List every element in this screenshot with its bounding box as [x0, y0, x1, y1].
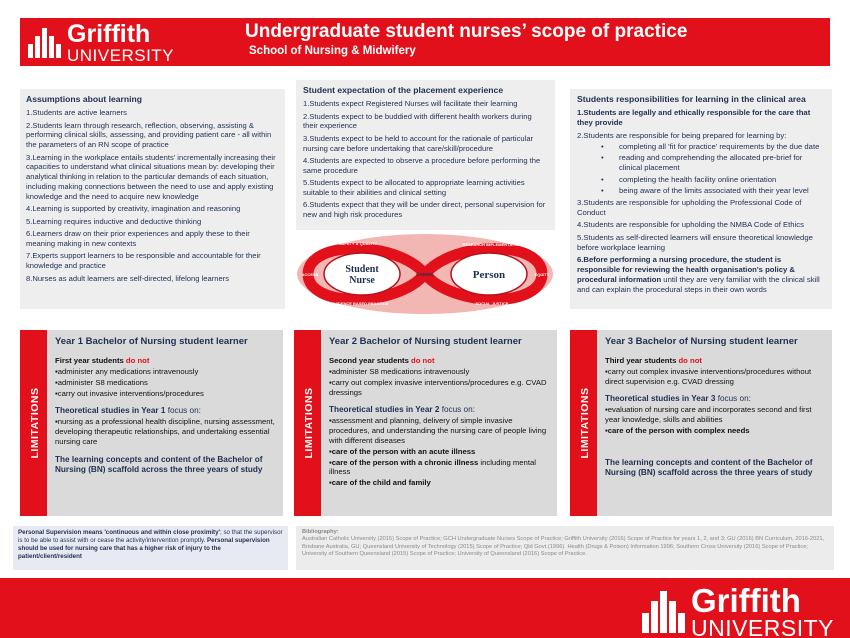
expectation-panel — [296, 80, 555, 230]
assumption-item: 4.Learning is supported by creativity, imagination and reasoning — [26, 204, 241, 214]
year1-not-item: ▪administer S8 medications — [55, 377, 148, 387]
year1-do-not: do not — [125, 356, 150, 366]
responsibilities-panel — [570, 89, 832, 309]
responsibility-item: 4.Students are responsible for upholding the NMBA Code of Ethics — [577, 220, 804, 230]
year1-intro — [55, 356, 275, 366]
year3-not-item: ▪carry out complex invasive interventions/procedures without direct supervision e.g. CVAD dressing — [605, 367, 812, 386]
year3-focus-bold: Theoretical studies in Year 3 — [605, 393, 718, 403]
responsibility-item: 3.Students are responsible for upholding the Professional Code of Conduct — [577, 197, 802, 217]
limitations-tab-year1 — [20, 330, 50, 516]
year3-intro — [605, 356, 824, 366]
limitations-label: LIMITATIONS — [29, 387, 41, 459]
footer-banner — [0, 578, 850, 638]
bibliography-label: Bibliography: — [302, 529, 339, 535]
year2-intro-text: Second year students — [329, 356, 412, 366]
supervision-bold: Personal Supervision means 'continuous and within close proximity' — [18, 529, 221, 536]
year1-focus — [55, 406, 275, 417]
year3-focus-rest: focus on: — [717, 393, 751, 403]
griffith-mark-icon — [642, 591, 685, 633]
limitations-tab-year2 — [294, 330, 324, 516]
year1-intro-text: First year students — [55, 356, 126, 366]
year1-not-item: ▪administer any medications intravenously — [55, 367, 199, 377]
limitations-tab-year3 — [570, 330, 600, 516]
preparation-bullet: • completing the health facility online orientation — [577, 175, 825, 185]
assumption-item: 7.Experts support learners to be responsible and accountable for their knowledge and practice — [26, 251, 261, 271]
year3-focus-item: ▪care of the person with complex needs — [605, 425, 750, 435]
responsibility-item: 5.Students as self-directed learners will ensure theoretical knowledge before workplace learning — [577, 232, 813, 252]
expectation-heading: Student expectation of the placement experience — [303, 85, 504, 95]
supervision-note — [13, 526, 288, 570]
year1-focus-rest: focus on: — [167, 405, 201, 415]
bibliography — [296, 526, 834, 570]
year2-focus-item: ▪assessment and planning, delivery of simple invasive procedures, and understanding the nursing care of people living with different diseases — [329, 416, 547, 445]
assumptions-panel — [20, 89, 285, 309]
person-label: Person — [472, 269, 506, 281]
assumption-item: 5.Learning requires inductive and deductive thinking — [26, 216, 202, 226]
year2-chronic-rest: including mental illness — [329, 457, 536, 477]
year2-focus — [329, 405, 549, 416]
year3-heading: Year 3 Bachelor of Nursing student learner — [605, 336, 798, 347]
assumption-item: 1.Students are active learners — [26, 108, 127, 118]
year3-do-not: do not — [678, 356, 702, 366]
year3-panel — [597, 330, 832, 516]
expectation-item: 2.Students expect to be buddied with different health workers during their experience — [303, 111, 532, 131]
assumption-item: 8.Nurses as adult learners are self-directed, lifelong learners — [26, 273, 230, 283]
access-label: ACCESS — [301, 272, 319, 277]
responsibilities-heading: Students responsibilities for learning in the clinical area — [577, 94, 806, 104]
year2-focus-bold: Theoretical studies in Year 2 — [329, 404, 442, 414]
student-label: Student — [345, 264, 379, 275]
year2-focus-item: ▪care of the child and family — [329, 478, 431, 488]
griffith-logo-footer — [642, 584, 834, 638]
safety-quality-label: SAFETY & QUALITY — [338, 241, 378, 246]
responsibility-item-6-bold: 6.Before performing a nursing procedure, the student is responsible for reviewing the health organisation's policy & procedural information — [577, 255, 795, 285]
griffith-mark-icon — [28, 28, 61, 58]
year2-focus-rest: focus on: — [441, 404, 475, 414]
year3-focus-item: ▪evaluation of nursing care and incorporates second and first year knowledge, skills and abilities — [605, 405, 812, 425]
supervision-bold-2: Personal supervision should be used for nursing care that has a higher risk of injury to the patient/client/resident — [18, 537, 270, 561]
responsibility-item-6 — [577, 255, 825, 295]
assumption-item: 6.Learners draw on their prior experiences and apply these to their meaning making in new contexts — [26, 229, 250, 248]
year2-intro — [329, 356, 549, 366]
expectation-item: 4.Students are expected to observe a procedure before performing the same procedure — [303, 155, 541, 175]
year3-intro-text: Third year students — [605, 356, 679, 366]
expectation-item: 1.Students expect Registered Nurses will facilitate their learning — [303, 99, 518, 109]
logo-name: Griffith — [67, 20, 151, 48]
assumption-item: 2.Students learn through research, reflection, observing, assisting & performing clinical skills, assessing, and providing patient care - all within the parameters of an RN scope of practice — [26, 120, 272, 150]
limitations-label: LIMITATIONS — [579, 387, 591, 459]
preparation-bullet: • being aware of the limits associated with their year level — [577, 186, 825, 196]
page-title: Undergraduate student nurses’ scope of practice — [245, 21, 688, 42]
year1-focus-item: ▪nursing as a professional health discipline, nursing assessment, developing therapeutic relationships, and undertaking essential nursing care — [55, 417, 275, 446]
social-justice-label: SOCIAL JUSTICE — [475, 301, 509, 306]
year1-not-item: ▪carry out invasive interventions/procedures — [55, 388, 204, 398]
year1-heading: Year 1 Bachelor of Nursing student learner — [55, 336, 248, 347]
year2-chronic-bold: ▪care of the person with a chronic illness — [329, 457, 479, 467]
logo-name: Griffith — [690, 582, 801, 619]
expectation-item: 3.Students expect to be held to account for the rationale of particular nursing care before undertaking that care/skill/procedure — [303, 133, 534, 153]
year2-not-item: ▪carry out complex invasive interventions/procedures e.g. CVAD dressings — [329, 377, 547, 397]
equity-label: EQUITY — [534, 272, 550, 277]
year2-heading: Year 2 Bachelor of Nursing student learner — [329, 336, 522, 347]
griffith-logo — [28, 22, 174, 64]
logo-sub: UNIVERSITY — [690, 615, 834, 638]
year2-focus-item: ▪care of the person with an acute illness — [329, 446, 476, 456]
preparation-bullet: • completing all 'fit for practice' requirements by the due date — [577, 142, 825, 152]
evidence-label: EVIDENCE BASED PRACTICE — [331, 301, 389, 306]
preparation-bullet: • reading and comprehending the allocated pre-brief for clinical placement — [577, 153, 825, 173]
year1-scaffold: The learning concepts and content of the Bachelor of Nursing (BN) scaffold across the three years of study — [55, 454, 263, 475]
year1-panel — [47, 330, 283, 516]
year3-scaffold: The learning concepts and content of the Bachelor of Nursing (BN) scaffold across the three years of study — [605, 457, 813, 478]
year2-panel — [321, 330, 557, 516]
responsibility-item-6-rest: until they are very familiar with the clinical skill and can explain the procedural steps in their own words — [577, 275, 820, 295]
infinity-diagram — [296, 232, 555, 316]
page-subtitle: School of Nursing & Midwifery — [249, 45, 416, 57]
logo-sub: UNIVERSITY — [67, 46, 175, 65]
year1-focus-bold: Theoretical studies in Year 1 — [55, 405, 168, 415]
preparation-list — [577, 142, 825, 197]
caring-label: CARING — [416, 272, 434, 277]
supervision-normal: ; so that the supervisor is to be able to assist with or cease the activity/intervention promptly. — [18, 529, 283, 545]
header-banner — [20, 18, 830, 66]
year2-chronic-item — [329, 458, 549, 478]
year2-do-not: do not — [411, 356, 435, 366]
expectation-item: 5.Students expect to be allocated to appropriate learning activities suitable to their abilities and clinical setting — [303, 178, 525, 198]
bibliography-text: Australian Catholic University (2015) Scope of Practice; GCH Undergraduate Nurses Scope of Practice; Griffith University (2016) Scope of Practice for years 1, 2, and 3; GU (2016) BN Curriculum, 2016-2021, Brisbane Australia, GU; Queensland University of Technology (2015) Scope of Practice; Qld Govt.(1996). Health (Drugs & Poison) Information 1996; Southern Cross University (2016) Scope of Practice; University of Southern Queensland (2015) Scope of Practice; University of Queensland (2016) Scope of Practice. — [302, 536, 825, 558]
responsibility-item: 2.Students are responsible for being prepared for learning by: — [577, 130, 787, 140]
responsibility-item: 1.Students are legally and ethically responsible for the care that they provide — [577, 108, 811, 128]
year3-focus — [605, 394, 824, 405]
research-label: RESEARCH IMPLEMENTATION — [462, 242, 522, 247]
expectation-item: 6.Students expect that they will be under direct, personal supervision for new and high risk procedures — [303, 200, 546, 220]
assumption-item: 3.Learning in the workplace entails students' incrementally increasing their capacities to understand what clinical situations mean by: developing their analytical thinking in relation to the particular demands of each situation, including making connections between the need to use and apply existing knowledge and the need to acquire new knowledge — [26, 152, 276, 202]
limitations-label: LIMITATIONS — [303, 387, 315, 459]
year2-not-item: ▪administer S8 medications intravenously — [329, 367, 470, 377]
nurse-label: Nurse — [349, 275, 375, 286]
assumptions-heading: Assumptions about learning — [26, 94, 143, 104]
